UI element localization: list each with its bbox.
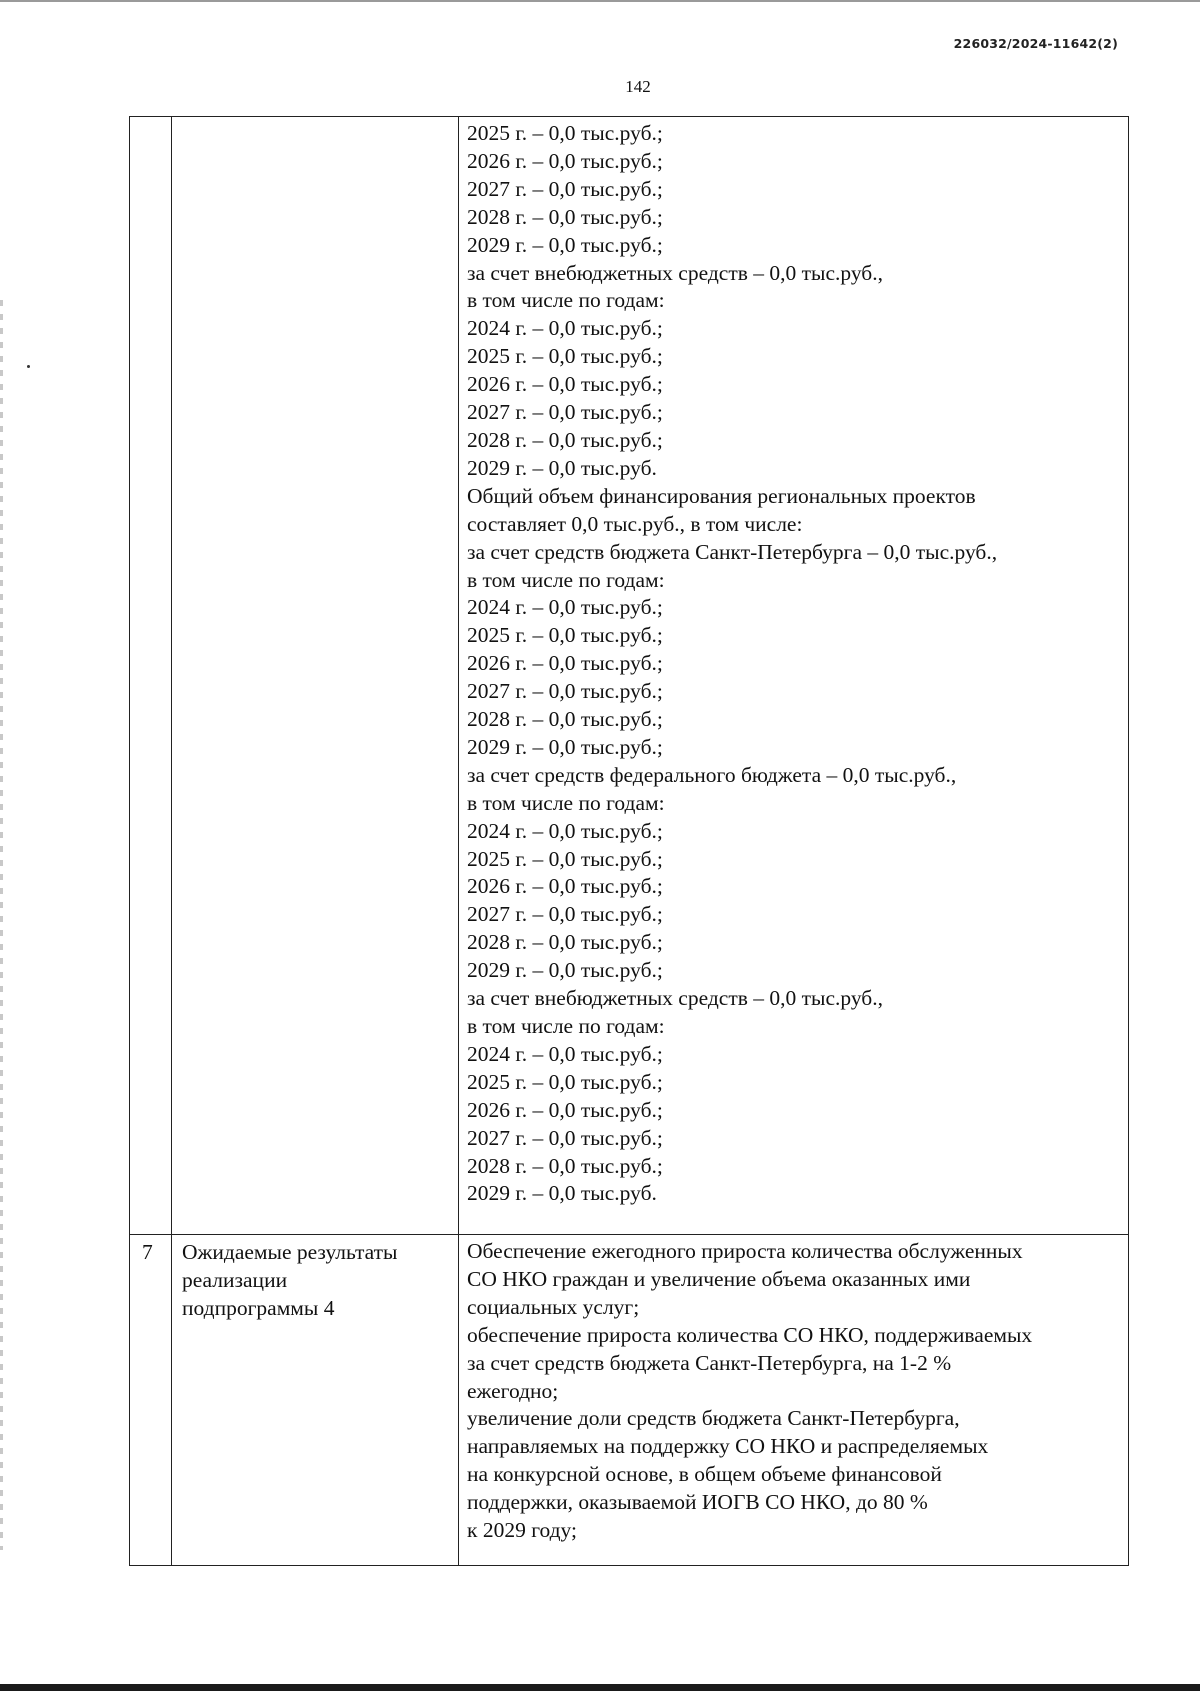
text-line: 2025 г. – 0,0 тыс.руб.; [467, 121, 663, 145]
text-line: 2027 г. – 0,0 тыс.руб.; [467, 679, 663, 704]
text-line: социальных услуг; [467, 1294, 640, 1319]
text-line: 2026 г. – 0,0 тыс.руб.; [467, 651, 663, 676]
scan-top-edge [0, 0, 1200, 2]
text-line: 2029 г. – 0,0 тыс.руб.; [467, 734, 663, 759]
text-line: поддержки, оказываемой ИОГВ СО НКО, до 80 % [467, 1490, 928, 1515]
text-line: 2025 г. – 0,0 тыс.руб.; [467, 846, 663, 871]
text-line: 2026 г. – 0,0 тыс.руб.; [467, 874, 663, 899]
scan-left-edge [0, 300, 3, 1550]
text-line: 2026 г. – 0,0 тыс.руб.; [467, 1097, 663, 1122]
text-line: за счет внебюджетных средств – 0,0 тыс.руб., [467, 260, 883, 285]
text-line: 2028 г. – 0,0 тыс.руб.; [467, 930, 663, 955]
text-line: к 2029 году; [467, 1518, 577, 1543]
text-line: в том числе по годам: [467, 1014, 665, 1038]
table-row-continued [130, 117, 1129, 1235]
text-line: Общий объем финансирования региональных проектов [467, 483, 976, 508]
text-line: 2024 г. – 0,0 тыс.руб.; [467, 1041, 663, 1066]
text-line: Обеспечение ежегодного прироста количества обслуженных [467, 1239, 1023, 1263]
text-line: 2024 г. – 0,0 тыс.руб.; [467, 595, 663, 620]
row-number: 7 [142, 1240, 153, 1264]
text-line: в том числе по годам: [467, 567, 665, 592]
text-line: на конкурсной основе, в общем объеме финансовой [467, 1462, 942, 1487]
text-line: ежегодно; [467, 1378, 559, 1403]
text-line: в том числе по годам: [467, 790, 665, 815]
text-line: 2028 г. – 0,0 тыс.руб.; [467, 1153, 663, 1178]
row-title [172, 1235, 458, 1323]
text-line: 2024 г. – 0,0 тыс.руб.; [467, 316, 663, 341]
text-line: за счет средств бюджета Санкт-Петербурга – 0,0 тыс.руб., [467, 539, 998, 564]
row-content-cell [459, 1235, 1129, 1566]
text-line: за счет средств федерального бюджета – 0,0 тыс.руб., [467, 762, 957, 787]
text-line: составляет 0,0 тыс.руб., в том числе: [467, 511, 803, 536]
text-line: за счет внебюджетных средств – 0,0 тыс.руб., [467, 986, 883, 1011]
registration-number: 226032/2024-11642(2) [953, 36, 1118, 51]
text-line: 2027 г. – 0,0 тыс.руб.; [467, 176, 663, 201]
text-line: 2026 г. – 0,0 тыс.руб.; [467, 148, 663, 173]
text-line: 2026 г. – 0,0 тыс.руб.; [467, 372, 663, 397]
text-line: 2025 г. – 0,0 тыс.руб.; [467, 1069, 663, 1094]
page-number: 142 [625, 77, 651, 96]
title-line: подпрограммы 4 [182, 1295, 335, 1320]
text-line: обеспечение прироста количества СО НКО, поддерживаемых [467, 1322, 1033, 1347]
text-line: 2029 г. – 0,0 тыс.руб.; [467, 232, 663, 257]
program-passport-table [129, 116, 1129, 1566]
row-title-cell [172, 1235, 459, 1566]
text-line: 2024 г. – 0,0 тыс.руб.; [467, 818, 663, 843]
text-line: 2029 г. – 0,0 тыс.руб. [467, 455, 657, 480]
text-line: в том числе по годам: [467, 288, 665, 313]
text-line: за счет средств бюджета Санкт-Петербурга, на 1-2 % [467, 1350, 952, 1375]
row-number-cell [130, 117, 172, 1235]
financing-lines [459, 117, 1128, 1208]
scan-bottom-edge [0, 1684, 1200, 1691]
title-line: Ожидаемые результаты [182, 1240, 398, 1264]
expected-results-lines [459, 1235, 1128, 1545]
row-number-cell [130, 1235, 172, 1566]
scan-speck [27, 365, 30, 368]
table-row-7 [130, 1235, 1129, 1566]
text-line: 2027 г. – 0,0 тыс.руб.; [467, 400, 663, 425]
title-line: реализации [182, 1267, 288, 1292]
text-line: 2025 г. – 0,0 тыс.руб.; [467, 623, 663, 648]
text-line: 2028 г. – 0,0 тыс.руб.; [467, 204, 663, 229]
text-line: направляемых на поддержку СО НКО и распределяемых [467, 1434, 989, 1459]
text-line: увеличение доли средств бюджета Санкт-Петербурга, [467, 1406, 960, 1431]
row-title-cell [172, 117, 459, 1235]
text-line: 2028 г. – 0,0 тыс.руб.; [467, 427, 663, 452]
text-line: 2029 г. – 0,0 тыс.руб. [467, 1181, 657, 1206]
text-line: 2027 г. – 0,0 тыс.руб.; [467, 902, 663, 927]
text-line: 2027 г. – 0,0 тыс.руб.; [467, 1125, 663, 1150]
text-line: 2028 г. – 0,0 тыс.руб.; [467, 707, 663, 732]
text-line: 2025 г. – 0,0 тыс.руб.; [467, 344, 663, 369]
row-content-cell [459, 117, 1129, 1235]
text-line: 2029 г. – 0,0 тыс.руб.; [467, 958, 663, 983]
text-line: СО НКО граждан и увеличение объема оказанных ими [467, 1266, 971, 1291]
